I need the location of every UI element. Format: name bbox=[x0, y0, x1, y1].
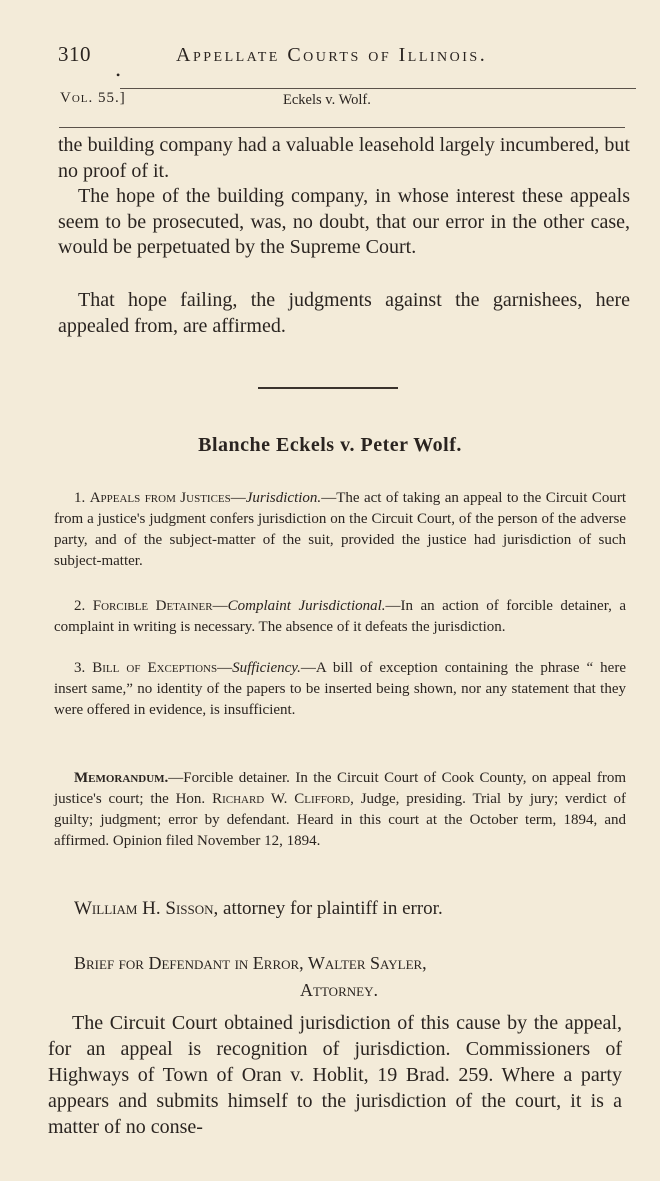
case-header: Eckels v. Wolf. bbox=[283, 92, 371, 108]
plaintiff-attorney bbox=[74, 898, 443, 920]
header-rule bbox=[120, 88, 636, 89]
memorandum: Memorandum.—Forcible detainer. In the Circuit Court of Cook County, on appeal from justice's court; the Hon. Richard W. Clifford, Judge, presiding. Trial by jury; verdict of guilty; judgment; error by defendant. Heard in this court at the October term, 1894, and affirmed. Opinion filed November 12, 1894. bbox=[54, 770, 627, 849]
headnote-caption: Forcible Detainer bbox=[92, 598, 213, 614]
opinion-paragraph-2: The hope of the building company, in whose interest these appeals seem to be prosecuted, was, no doubt, that our error in the other case, would be perpetuated by the Supreme Court. bbox=[58, 185, 630, 258]
brief-heading-line-1: Brief for Defendant in Error, Walter Sayler, bbox=[74, 953, 427, 973]
ink-dot: • bbox=[116, 68, 121, 82]
headnote-caption: Bill of Exceptions bbox=[92, 660, 218, 676]
attorney-role: , attorney for plaintiff in error. bbox=[213, 898, 443, 919]
headnote-text: The act of taking an appeal to the Circuit Court from a justice's judgment confers jurisdiction on the Circuit Court, of the person of the adverse party, and of the subject-matter of the suit, provided the justice had jurisdiction of such subject-matter. bbox=[54, 490, 626, 569]
headnote-number: 1. bbox=[74, 490, 86, 506]
headnote-1: 1. Appeals from Justices—Jurisdiction.—The act of taking an appeal to the Circuit Court from a justice's judgment confers jurisdiction on the Circuit Court, of the person of the adverse party, and of the subject-matter of the suit, provided the justice had jurisdiction of such subject-matter. bbox=[54, 490, 626, 569]
brief-paragraph: The Circuit Court obtained jurisdiction of this cause by the appeal, for an appeal is recognition of jurisdiction. Commissioners of Highways of Town of Oran v. Hoblit, 19 Brad. 259. Where a party appears and submits himself to the jurisdiction of the court, it is a matter of no conse- bbox=[48, 1012, 622, 1138]
attorney-name: William H. Sisson bbox=[74, 898, 214, 919]
brief-body bbox=[48, 1010, 622, 1140]
headnote-topic: Complaint Jurisdictional. bbox=[227, 598, 386, 614]
headnote-text: A bill of exception containing the phrase “ here insert same,” no identity of the papers to be inserted being shown, nor any statement that they were offered in evidence, is insufficient. bbox=[54, 660, 626, 718]
header-bottom-rule bbox=[59, 127, 625, 128]
headnote-2: 2. Forcible Detainer—Complaint Jurisdictional.—In an action of forcible detainer, a complaint in writing is necessary. The absence of it defeats the jurisdiction. bbox=[54, 598, 626, 635]
opinion-paragraph-3: That hope failing, the judgments against the garnishees, here appealed from, are affirmed. bbox=[58, 289, 630, 337]
page-number: 310 bbox=[58, 42, 91, 66]
headnote-caption: Appeals from Justices bbox=[89, 490, 231, 506]
headnote-topic: Sufficiency. bbox=[232, 660, 301, 676]
memorandum-label: Memorandum. bbox=[74, 770, 169, 786]
headnote-topic: Jurisdiction. bbox=[245, 490, 322, 506]
case-title: Blanche Eckels v. Peter Wolf. bbox=[198, 434, 462, 456]
judge-name: Richard W. Clifford bbox=[212, 791, 351, 807]
headnote-number: 2. bbox=[74, 598, 86, 614]
section-divider bbox=[258, 387, 398, 389]
running-title: Appellate Courts of Illinois. bbox=[176, 44, 488, 66]
brief-heading bbox=[74, 950, 604, 1004]
memorandum-text-b: , Judge, presiding. Trial by jury; verdict of guilty; judgment; error by defendant. Heard in this court at the October term, 1894, and affirmed. Opinion filed November 12, 1894. bbox=[54, 791, 627, 849]
opinion-paragraph-1: the building company had a valuable leasehold largely incumbered, but no proof of it. bbox=[58, 134, 630, 182]
memorandum-text-a: Forcible detainer. In the Circuit Court of Cook County, on appeal from justice's court; the Hon. bbox=[54, 770, 626, 807]
headnote-number: 3. bbox=[74, 660, 86, 676]
headnote-text: In an action of forcible detainer, a complaint in writing is necessary. The absence of it defeats the jurisdiction. bbox=[54, 598, 626, 635]
headnote-3: 3. Bill of Exceptions—Sufficiency.—A bill of exception containing the phrase “ here insert same,” no identity of the papers to be inserted being shown, nor any statement that they were offered in evidence, is insufficient. bbox=[54, 660, 626, 718]
volume-label: Vol. 55.] bbox=[60, 90, 126, 106]
brief-heading-line-2: Attorney. bbox=[300, 980, 378, 1000]
